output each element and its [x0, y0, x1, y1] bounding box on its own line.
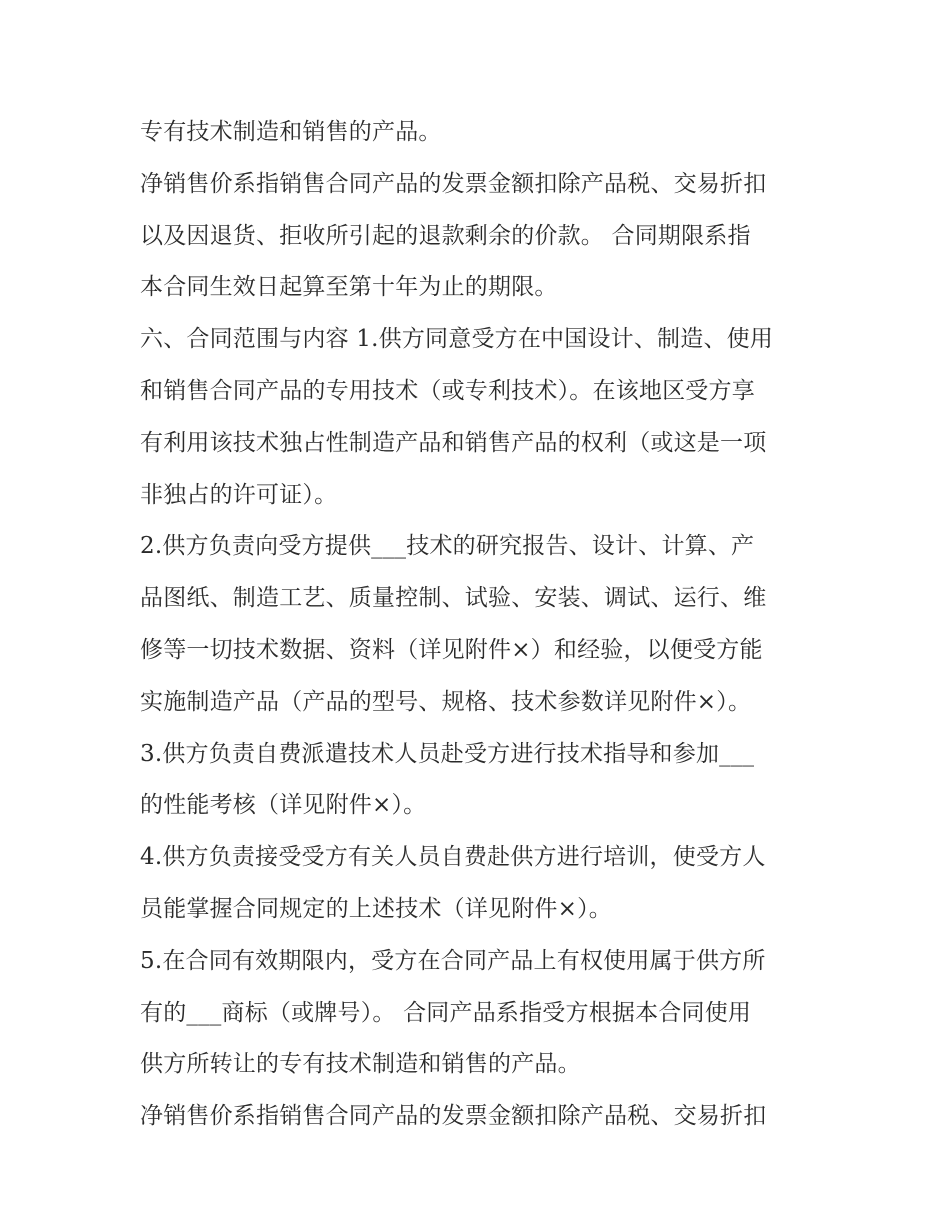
text-line: 实施制造产品（产品的型号、规格、技术参数详见附件×）。	[140, 688, 752, 715]
text-line: 3.供方负责自费派遣技术人员赴受方进行技术指导和参加___	[140, 740, 755, 767]
text-line: 员能掌握合同规定的上述技术（详见附件×）。	[140, 895, 612, 922]
text-line: 有的___商标（或牌号）。 合同产品系指受方根据本合同使用	[140, 999, 752, 1026]
text-line: 和销售合同产品的专用技术（或专利技术）。在该地区受方享	[140, 377, 755, 404]
text-line: 本合同生效日起算至第十年为止的期限。	[140, 274, 558, 301]
text-line: 4.供方负责接受受方有关人员自费赴供方进行培训，使受方人	[140, 844, 766, 871]
text-line: 专有技术制造和销售的产品。	[140, 119, 442, 145]
text-line: 品图纸、制造工艺、质量控制、试验、安装、调试、运行、维	[140, 585, 767, 612]
text-line: 的性能考核（详见附件×）。	[140, 792, 427, 819]
text-line: 2.供方负责向受方提供___技术的研究报告、设计、计算、产	[140, 533, 755, 560]
text-line: 以及因退货、拒收所引起的退款剩余的价款。 合同期限系指	[140, 222, 751, 249]
text-line: 净销售价系指销售合同产品的发票金额扣除产品税、交易折扣	[140, 1103, 767, 1130]
text-line: 净销售价系指销售合同产品的发票金额扣除产品税、交易折扣	[140, 170, 767, 197]
text-line: 有利用该技术独占性制造产品和销售产品的权利（或这是一项	[140, 429, 767, 456]
text-line: 六、合同范围与内容 1.供方同意受方在中国设计、制造、使用	[140, 326, 774, 353]
text-line: 5.在合同有效期限内，受方在合同产品上有权使用属于供方所	[140, 947, 766, 974]
text-line: 非独占的许可证）。	[140, 481, 338, 508]
document-body	[140, 107, 820, 1143]
text-line: 修等一切技术数据、资料（详见附件×）和经验，以便受方能	[140, 636, 763, 663]
text-line: 供方所转让的专有技术制造和销售的产品。	[140, 1051, 581, 1078]
